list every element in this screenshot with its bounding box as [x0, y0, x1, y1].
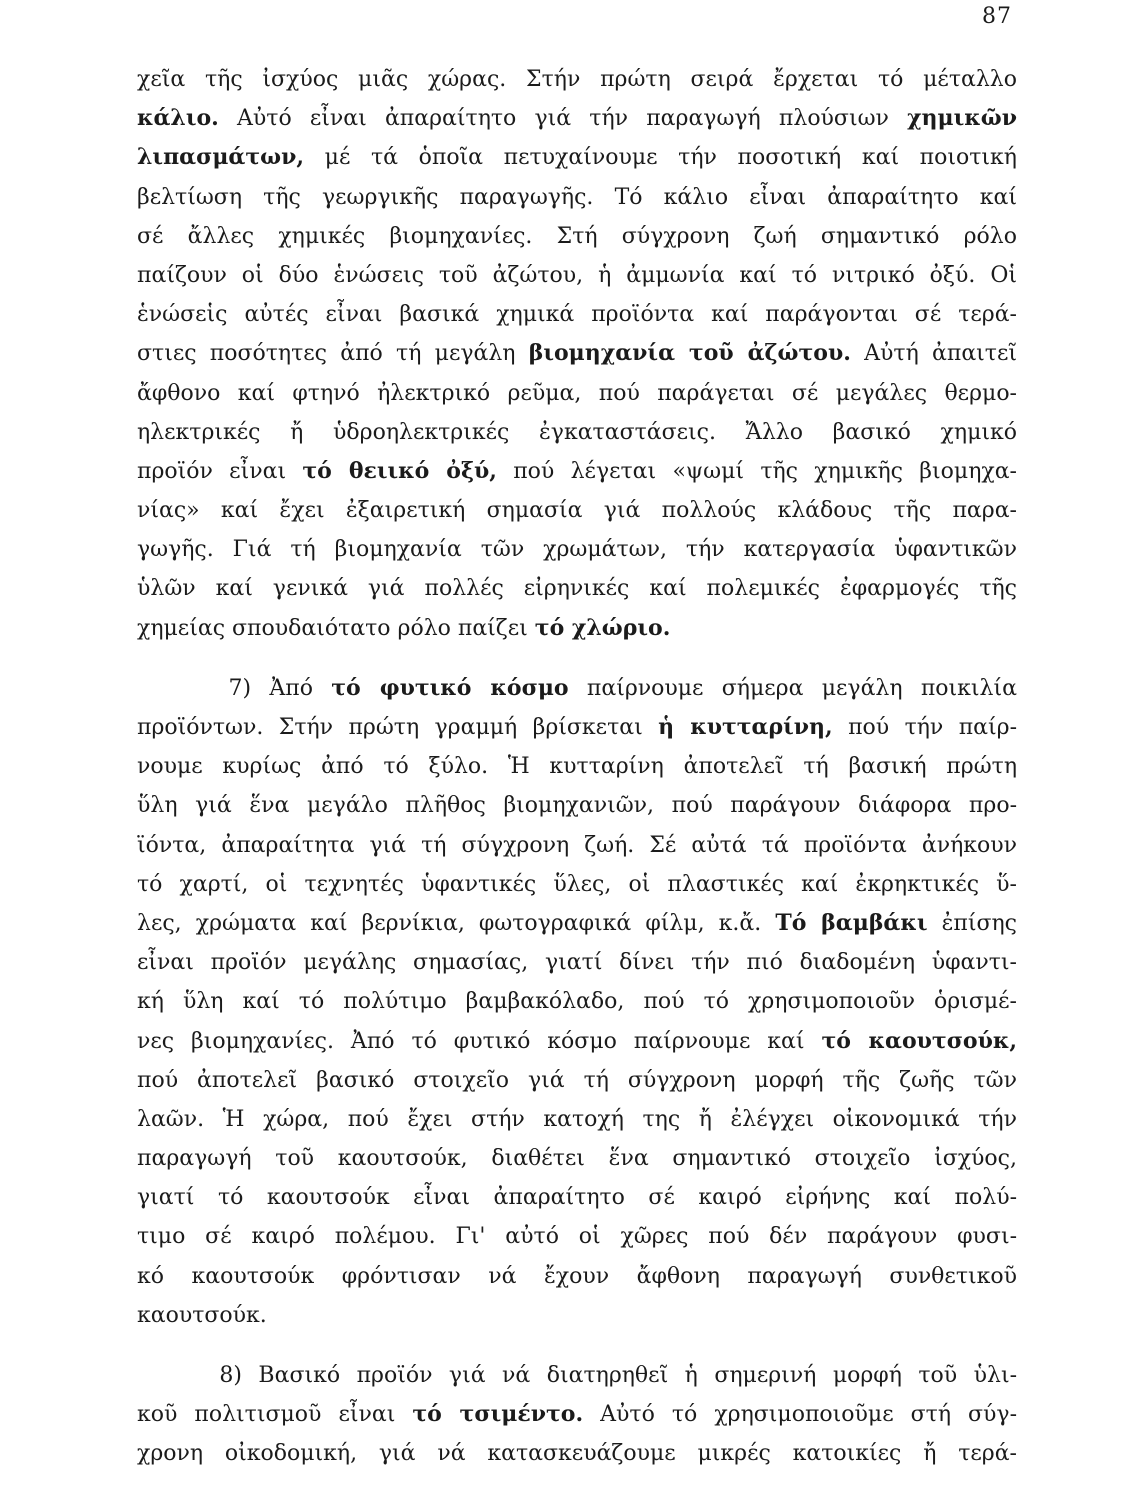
bold-term: τό φυτικό κόσμο	[331, 674, 569, 701]
text-line: ηλεκτρικές ἤ ὑδροηλεκτρικές ἐγκαταστάσεις. Ἄλλο βασικό χημικό	[137, 419, 1017, 445]
bold-term: χημικῶν	[907, 105, 1017, 132]
text-line: ϊόντα, ἀπαραίτητα γιά τή σύγχρονη ζωή. Σέ αὐτά τά προϊόντα ἀνήκουν	[137, 832, 1017, 858]
text-line: κάλιο. Αὐτό εἶναι ἀπαραίτητο γιά τήν παραγωγή πλούσιων χημικῶν	[137, 105, 1017, 132]
text-line: νουμε κυρίως ἀπό τό ξύλο. Ἡ κυτταρίνη ἀποτελεῖ τή βασική πρώτη	[137, 754, 1017, 780]
text-line: προϊόντων. Στήν πρώτη γραμμή βρίσκεται ἡ κυτταρίνη, πού τήν παίρ-	[137, 714, 1017, 740]
text-line: 8) Βασικό προϊόν γιά νά διατηρηθεῖ ἡ σημερινή μορφή τοῦ ὑλι-	[137, 1363, 1017, 1388]
text-line: λιπασμάτων, μέ τά ὁποῖα πετυχαίνουμε τήν ποσοτική καί ποιοτική	[137, 144, 1017, 171]
text-line: καουτσούκ.	[137, 1302, 267, 1328]
text-line: βελτίωση τῆς γεωργικῆς παραγωγῆς. Τό κάλιο εἶναι ἀπαραίτητο καί	[137, 184, 1017, 210]
text-line: ἄφθονο καί φτηνό ἠλεκτρικό ρεῦμα, πού παράγεται σέ μεγάλες θερμο-	[137, 380, 1017, 406]
body-text	[137, 60, 1017, 1474]
text-line: πού ἀποτελεῖ βασικό στοιχεῖο γιά τή σύγχρονη μορφή τῆς ζωῆς τῶν	[137, 1067, 1017, 1093]
text-line: κό καουτσούκ φρόντισαν νά ἔχουν ἄφθονη παραγωγή συνθετικοῦ	[137, 1263, 1017, 1289]
text-line: ὑλῶν καί γενικά γιά πολλές εἰρηνικές καί πολεμικές ἐφαρμογές τῆς	[137, 576, 1017, 602]
text-line: χεῖα τῆς ἰσχύος μιᾶς χώρας. Στήν πρώτη σειρά ἔρχεται τό μέταλλο	[137, 67, 1017, 92]
text-line: τό χαρτί, οἱ τεχνητές ὑφαντικές ὕλες, οἱ πλαστικές καί ἐκρηκτικές ὕ-	[137, 871, 1017, 897]
text-line: παραγωγή τοῦ καουτσούκ, διαθέτει ἕνα σημαντικό στοιχεῖο ἰσχύος,	[137, 1146, 1017, 1172]
text-line: σέ ἄλλες χημικές βιομηχανίες. Στή σύγχρονη ζωή σημαντικό ρόλο	[137, 223, 1017, 249]
bold-term: τό θειικό ὀξύ,	[302, 457, 497, 484]
text-line: εἶναι προϊόν μεγάλης σημασίας, γιατί δίνει τήν πιό διαδομένη ὑφαντι-	[137, 950, 1017, 976]
text-line: λαῶν. Ἡ χώρα, πού ἔχει στήν κατοχή της ἤ ἐλέγχει οἰκονομικά τήν	[137, 1106, 1017, 1132]
paragraph-gap	[137, 648, 1017, 669]
text-line: νίας» καί ἔχει ἐξαιρετική σημασία γιά πολλούς κλάδους τῆς παρα-	[137, 498, 1017, 524]
text-line: παίζουν οἱ δύο ἑνώσεις τοῦ ἀζώτου, ἡ ἀμμωνία καί τό νιτρικό ὀξύ. Οἱ	[137, 262, 1017, 288]
text-line: γιατί τό καουτσούκ εἶναι ἀπαραίτητο σέ καιρό εἰρήνης καί πολύ-	[137, 1185, 1017, 1211]
bold-term: βιομηχανία τοῦ ἀζώτου.	[528, 340, 851, 367]
text-line: νες βιομηχανίες. Ἀπό τό φυτικό κόσμο παίρνουμε καί τό καουτσούκ,	[137, 1027, 1017, 1054]
text-line: χημείας σπουδαιότατο ρόλο παίζει τό χλώριο.	[137, 614, 671, 641]
text-line: στιες ποσότητες ἀπό τή μεγάλη βιομηχανία τοῦ ἀζώτου. Αὐτή ἀπαιτεῖ	[137, 340, 1017, 367]
text-line: κοῦ πολιτισμοῦ εἶναι τό τσιμέντο. Αὐτό τό χρησιμοποιοῦμε στή σύγ-	[137, 1401, 1018, 1428]
text-line: χρονη οἰκοδομική, γιά νά κατασκευάζουμε μικρές κατοικίες ἤ τερά-	[137, 1441, 1017, 1467]
text-line: κή ὕλη καί τό πολύτιμο βαμβακόλαδο, πού τό χρησιμοποιοῦν ὁρισμέ-	[137, 989, 1017, 1015]
text-line: λες, χρώματα καί βερνίκια, φωτογραφικά φίλμ, κ.ἄ. Τό βαμβάκι ἐπίσης	[137, 909, 1017, 936]
bold-term: ἡ κυτταρίνη,	[658, 714, 833, 740]
bold-term: λιπασμάτων,	[137, 144, 305, 171]
text-line: ὕλη γιά ἕνα μεγάλο πλῆθος βιομηχανιῶν, πού παράγουν διάφορα προ-	[137, 793, 1017, 819]
paragraph-gap	[137, 1335, 1017, 1356]
text-line: γωγῆς. Γιά τή βιομηχανία τῶν χρωμάτων, τήν κατεργασία ὑφαντικῶν	[137, 537, 1017, 563]
bold-term: τό τσιμέντο.	[412, 1401, 584, 1428]
page-number: 87	[982, 4, 1012, 29]
text-line: τιμο σέ καιρό πολέμου. Γι' αὐτό οἱ χῶρες πού δέν παράγουν φυσι-	[137, 1224, 1017, 1250]
bold-term: Τό βαμβάκι	[775, 909, 928, 936]
text-line: προϊόν εἶναι τό θειικό ὀξύ, πού λέγεται «ψωμί τῆς χημικῆς βιομηχα-	[137, 457, 1017, 484]
text-line: 7) Ἀπό τό φυτικό κόσμο παίρνουμε σήμερα μεγάλη ποικιλία	[137, 674, 1017, 701]
bold-term: τό χλώριο.	[534, 614, 671, 641]
bold-term: κάλιο.	[137, 105, 219, 132]
text-line: ἑνώσεἱς αὐτές εἶναι βασικά χημικά προϊόντα καί παράγονται σέ τερά-	[137, 302, 1017, 328]
bold-term: τό καουτσούκ,	[821, 1027, 1017, 1054]
